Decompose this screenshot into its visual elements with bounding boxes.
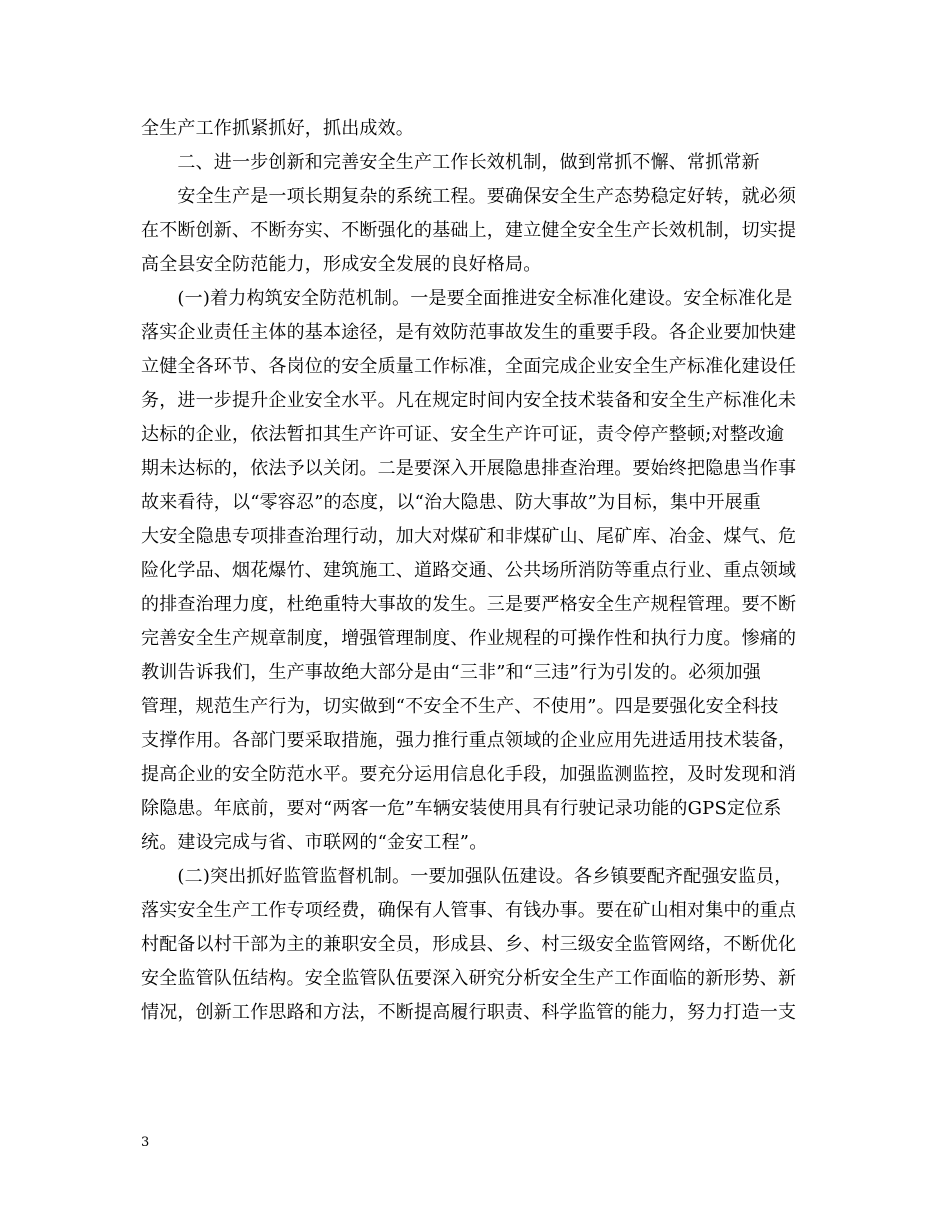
page-number: 3 <box>141 1135 150 1150</box>
text-line: 提高企业的安全防范水平。要充分运用信息化手段，加强监测监控，及时发现和消 <box>141 764 797 785</box>
text-line: 除隐患。年底前，要对“两客一危”车辆安装使用具有行驶记录功能的GPS定位系 <box>141 798 782 819</box>
text-line: 大安全隐患专项排查治理行动，加大对煤矿和非煤矿山、尾矿库、冶金、煤气、危 <box>141 526 797 547</box>
text-line: 落实企业责任主体的基本途径，是有效防范事故发生的重要手段。各企业要加快建 <box>141 322 797 343</box>
text-line: 安全监管队伍结构。安全监管队伍要深入研究分析安全生产工作面临的新形势、新 <box>141 968 797 989</box>
text-line: 立健全各环节、各岗位的安全质量工作标准，全面完成企业安全生产标准化建设任 <box>141 356 797 377</box>
text-line: 管理，规范生产行为，切实做到“不安全不生产、不使用”。四是要强化安全科技 <box>141 696 779 717</box>
text-line: 落实安全生产工作专项经费，确保有人管事、有钱办事。要在矿山相对集中的重点 <box>141 900 797 921</box>
text-line: 支撑作用。各部门要采取措施，强力推行重点领域的企业应用先进适用技术装备， <box>141 730 797 751</box>
text-line: 期未达标的，依法予以关闭。二是要深入开展隐患排查治理。要始终把隐患当作事 <box>141 458 797 479</box>
text-line: 安全生产是一项长期复杂的系统工程。要确保安全生产态势稳定好转，就必须 <box>141 186 797 207</box>
text-line: 高全县安全防范能力，形成安全发展的良好格局。 <box>141 254 542 275</box>
text-line: 情况，创新工作思路和方法，不断提高履行职责、科学监管的能力，努力打造一支 <box>141 1002 797 1023</box>
text-line: (一)着力构筑安全防范机制。一是要全面推进安全标准化建设。安全标准化是 <box>141 288 793 309</box>
text-line: (二)突出抓好监管监督机制。一要加强队伍建设。各乡镇要配齐配强安监员， <box>141 866 793 887</box>
text-line: 故来看待，以“零容忍”的态度，以“治大隐患、防大事故”为目标，集中开展重 <box>141 492 762 513</box>
text-line: 村配备以村干部为主的兼职安全员，形成县、乡、村三级安全监管网络，不断优化 <box>141 934 797 955</box>
text-line: 教训告诉我们，生产事故绝大部分是由“三非”和“三违”行为引发的。必须加强 <box>141 662 762 683</box>
text-line: 的排查治理力度，杜绝重特大事故的发生。三是要严格安全生产规程管理。要不断 <box>141 594 797 615</box>
text-line: 险化学品、烟花爆竹、建筑施工、道路交通、公共场所消防等重点行业、重点领域 <box>141 560 797 581</box>
text-line: 在不断创新、不断夯实、不断强化的基础上，建立健全安全生产长效机制，切实提 <box>141 220 797 241</box>
text-line: 达标的企业，依法暂扣其生产许可证、安全生产许可证，责令停产整顿;对整改逾 <box>141 424 785 445</box>
text-line: 统。建设完成与省、市联网的“金安工程”。 <box>141 832 488 853</box>
section-heading: 二、进一步创新和完善安全生产工作长效机制，做到常抓不懈、常抓常新 <box>141 152 760 173</box>
text-line: 完善安全生产规章制度，增强管理制度、作业规程的可操作性和执行力度。惨痛的 <box>141 628 797 649</box>
text-line: 务，进一步提升企业安全水平。凡在规定时间内安全技术装备和安全生产标准化未 <box>141 390 797 411</box>
text-line: 全生产工作抓紧抓好，抓出成效。 <box>141 118 414 139</box>
